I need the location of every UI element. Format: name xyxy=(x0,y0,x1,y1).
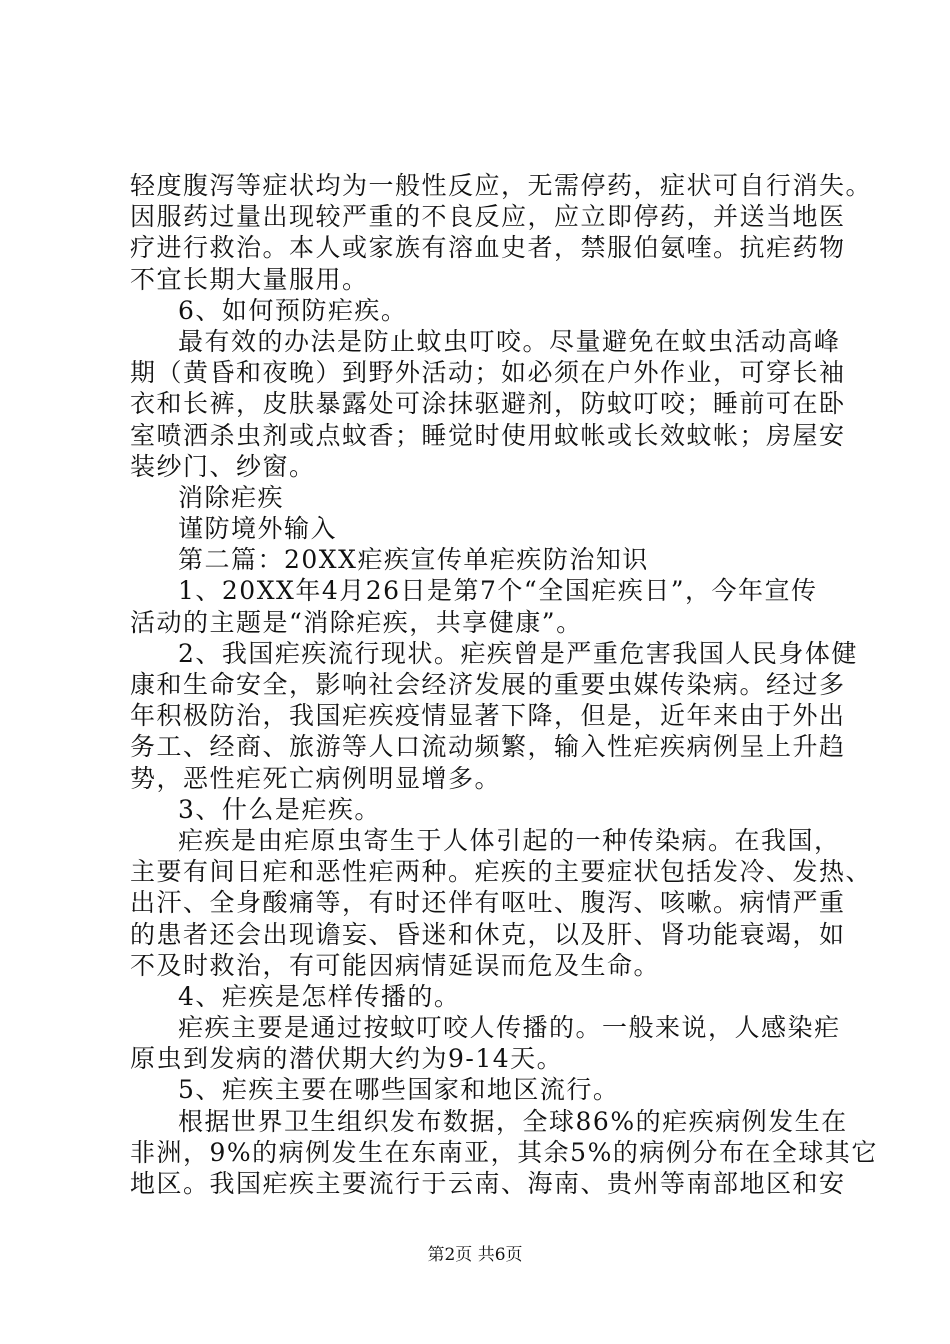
text-line: 1、20XX年4月26日是第7个“全国疟疾日”，今年宣传 xyxy=(178,576,818,606)
text-line: 的患者还会出现谵妄、昏迷和休克，以及肝、肾功能衰竭，如 xyxy=(130,919,846,949)
slogan-line: 消除疟疾 xyxy=(178,482,285,512)
text-line: 地区。我国疟疾主要流行于云南、海南、贵州等南部地区和安 xyxy=(130,1169,846,1198)
document-body xyxy=(130,170,878,1199)
text-line: 2、我国疟疾流行现状。疟疾曾是严重危害我国人民身体健 xyxy=(178,638,858,668)
text-line: 衣和长裤，皮肤暴露处可涂抹驱避剂，防蚊叮咬；睡前可在卧 xyxy=(130,389,846,419)
text-line: 年积极防治，我国疟疾疫情显著下降，但是，近年来由于外出 xyxy=(130,701,846,731)
text-line: 最有效的办法是防止蚊虫叮咬。尽量避免在蚊虫活动高峰 xyxy=(178,326,841,356)
chapter-title: 第二篇：20XX疟疾宣传单疟疾防治知识 xyxy=(178,545,649,575)
text-line: 疟疾是由疟原虫寄生于人体引起的一种传染病。在我国， xyxy=(178,825,841,855)
text-line: 活动的主题是“消除疟疾，共享健康”。 xyxy=(130,607,583,637)
text-line: 不宜长期大量服用。 xyxy=(130,264,369,294)
text-line: 装纱门、纱窗。 xyxy=(130,451,316,481)
section-heading: 6、如何预防疟疾。 xyxy=(178,295,408,325)
page-number-footer: 第2页 共6页 xyxy=(427,1245,523,1265)
text-line: 非洲，9%的病例发生在东南亚，其余5%的病例分布在全球其它 xyxy=(130,1137,878,1167)
text-line: 疟疾主要是通过按蚊叮咬人传播的。一般来说，人感染疟 xyxy=(178,1013,841,1043)
text-line: 期（黄昏和夜晚）到野外活动；如必须在户外作业，可穿长袖 xyxy=(130,358,846,388)
text-line: 室喷洒杀虫剂或点蚊香；睡觉时使用蚊帐或长效蚊帐；房屋安 xyxy=(130,420,846,450)
text-line: 势，恶性疟死亡病例明显增多。 xyxy=(130,763,502,793)
text-line: 出汗、全身酸痛等，有时还伴有呕吐、腹泻、咳嗽。病情严重 xyxy=(130,888,846,918)
slogan-line: 谨防境外输入 xyxy=(178,514,338,544)
text-line: 主要有间日疟和恶性疟两种。疟疾的主要症状包括发冷、发热、 xyxy=(130,857,873,887)
text-line: 务工、经商、旅游等人口流动频繁，输入性疟疾病例呈上升趋 xyxy=(130,732,846,762)
text-line: 原虫到发病的潜伏期大约为9-14天。 xyxy=(130,1044,564,1074)
text-line: 轻度腹泻等症状均为一般性反应，无需停药，症状可自行消失。 xyxy=(130,171,873,200)
section-heading: 3、什么是疟疾。 xyxy=(178,794,381,824)
text-line: 康和生命安全，影响社会经济发展的重要虫媒传染病。经过多 xyxy=(130,670,846,699)
text-line: 因服药过量出现较严重的不良反应，应立即停药，并送当地医 xyxy=(130,202,846,232)
section-heading: 5、疟疾主要在哪些国家和地区流行。 xyxy=(178,1075,620,1105)
section-heading: 4、疟疾是怎样传播的。 xyxy=(178,981,461,1011)
text-line: 根据世界卫生组织发布数据，全球86%的疟疾病例发生在 xyxy=(178,1106,848,1136)
text-line: 不及时救治，有可能因病情延误而危及生命。 xyxy=(130,950,661,980)
text-line: 疗进行救治。本人或家族有溶血史者，禁服伯氨喹。抗疟药物 xyxy=(130,233,846,263)
